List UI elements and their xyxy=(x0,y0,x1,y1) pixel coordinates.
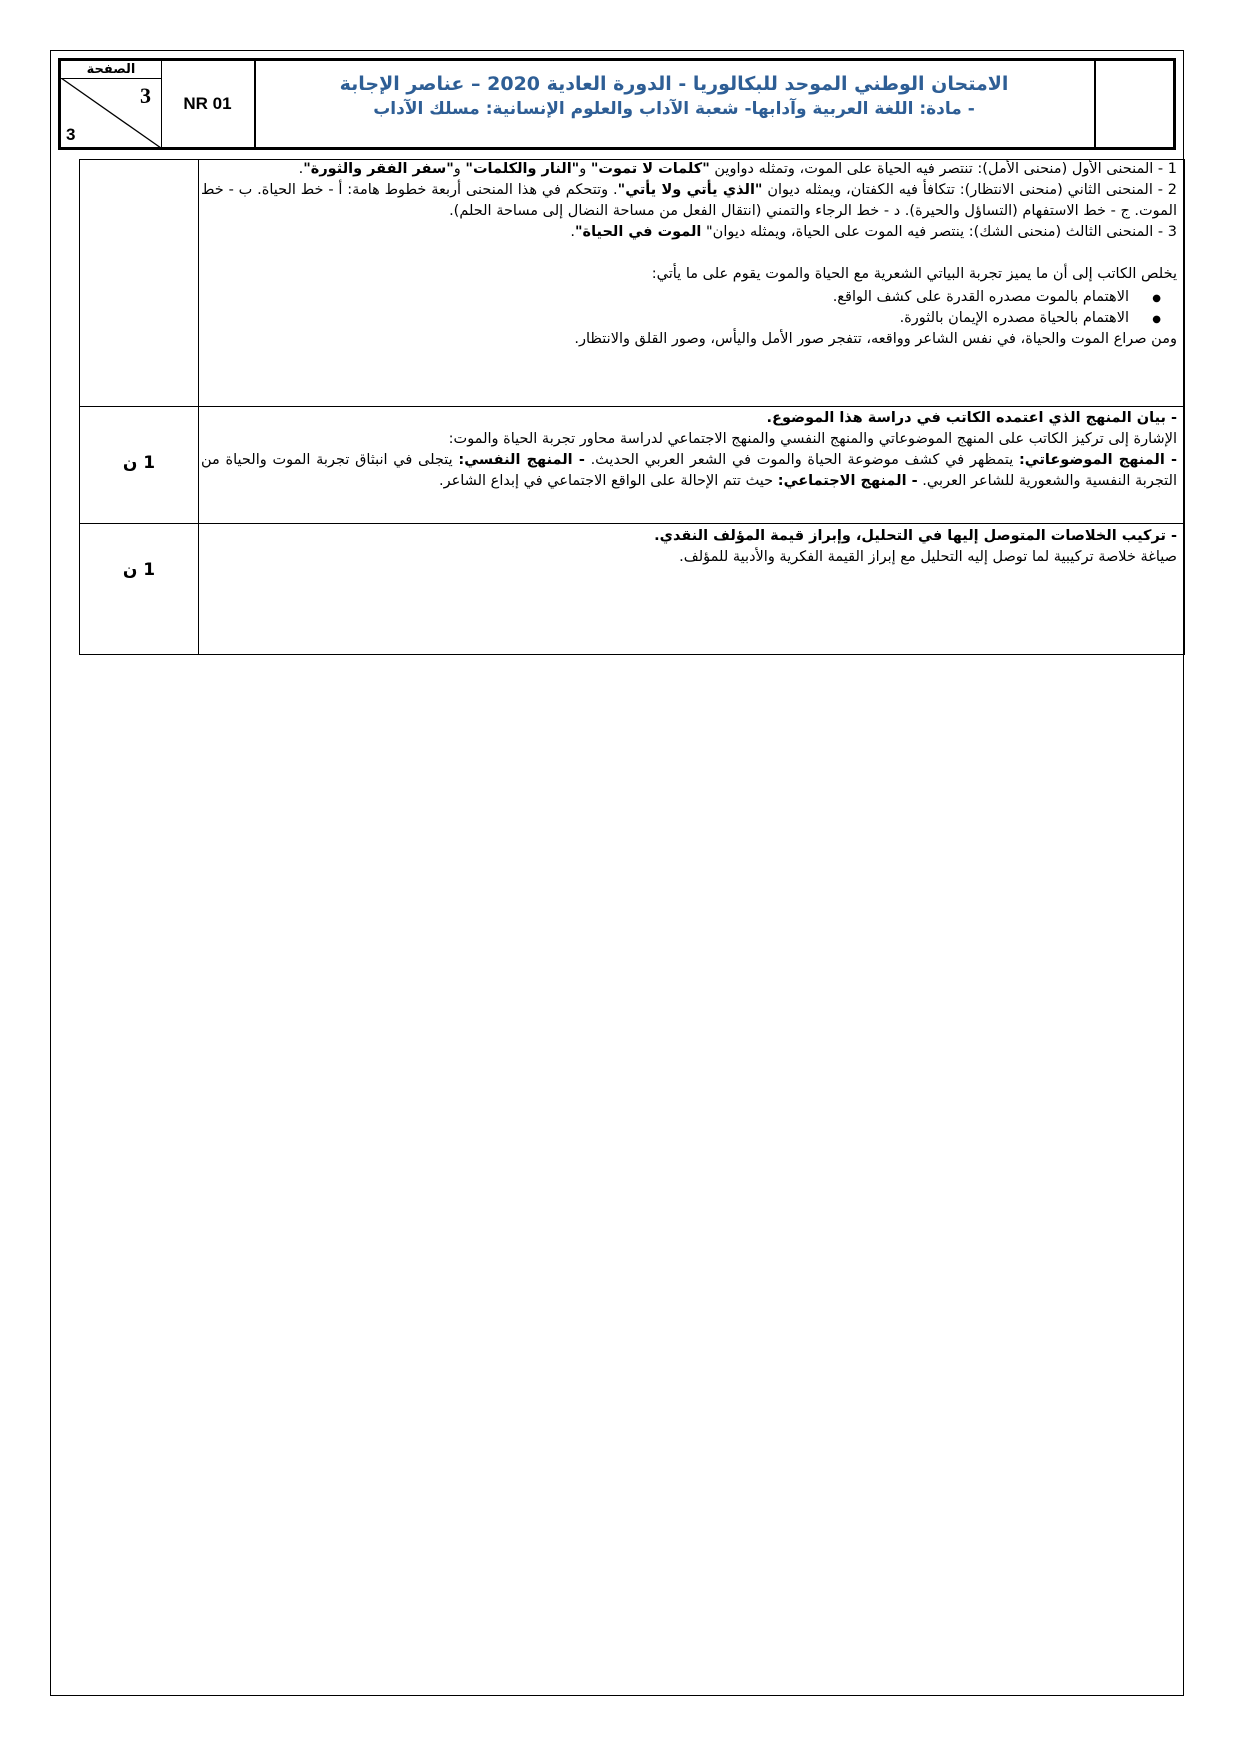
list-item: ● الاهتمام بالحياة مصدره الإيمان بالثورة. xyxy=(201,308,1129,329)
page-number-box xyxy=(61,61,162,147)
method-details: - المنهج الموضوعاتي: يتمظهر في كشف موضوعة الحياة والموت في الشعر العربي الحديث. - المنهج النفسي: يتجلى في انبثاق تجربة الموت والحياة من التجربة النفسية والشعورية للشاعر العربي. - المنهج الاجتماعي: حيث تتم الإحالة على الواقع الاجتماعي في إبداع الشاعر. xyxy=(201,452,1177,489)
method-heading: - بيان المنهج الذي اعتمده الكاتب في دراسة هذا الموضوع. xyxy=(766,410,1177,426)
row-synthesis xyxy=(201,526,1177,568)
synthesis-text: صياغة خلاصة تركيبية لما توصل إليه التحليل مع إبراز القيمة الفكرية والأدبية للمؤلف. xyxy=(679,549,1177,565)
curve-3: 3 - المنحنى الثالث (منحنى الشك): ينتصر فيه الموت على الحياة، ويمثله ديوان" الموت في الحياة". xyxy=(570,224,1177,240)
curve-1: 1 - المنحنى الأول (منحنى الأمل): تنتصر فيه الحياة على الموت، وتمثله دواوين "كلمات لا تموت" و"النار والكلمات" و"سفر الفقر والثورة". xyxy=(298,161,1177,177)
blank-cell xyxy=(1094,61,1173,147)
column-divider xyxy=(198,160,199,654)
exam-subject: - مادة: اللغة العربية وآدابها- شعبة الآداب والعلوم الإنسانية: مسلك الآداب xyxy=(373,99,975,119)
exam-code: NR 01 xyxy=(161,61,256,147)
list-item: ● الاهتمام بالموت مصدره القدرة على كشف الواقع. xyxy=(201,287,1129,308)
row-divider xyxy=(80,406,1184,407)
curve-2: 2 - المنحنى الثاني (منحنى الانتظار): تتكافأ فيه الكفتان، ويمثله ديوان "الذي يأتي ولا يأتي". وتتحكم في هذا المنحنى أربعة خطوط هامة: أ - خط الحياة. ب - خط الموت. ج - خط الاستفهام (التساؤل والحيرة). د - خط الرجاء والتمني (انتقال الفعل من مساحة النضال إلى مساحة الحلم). xyxy=(201,182,1178,219)
score-method: 1 ن xyxy=(122,453,156,473)
score-synthesis: 1 ن xyxy=(122,560,156,580)
method-intro: الإشارة إلى تركيز الكاتب على المنهج الموضوعاتي والمنهج النفسي والمنهج الاجتماعي لدراسة محاور تجربة الحياة والموت: xyxy=(448,431,1177,447)
answer-table xyxy=(79,159,1185,655)
row-divider xyxy=(80,523,1184,524)
total-pages: 3 xyxy=(66,125,76,144)
page-label: الصفحة xyxy=(61,61,161,79)
closing-text: ومن صراع الموت والحياة، في نفس الشاعر وواقعه، تتفجر صور الأمل واليأس، وصور القلق والانتظار. xyxy=(574,331,1177,347)
conclusion-text: يخلص الكاتب إلى أن ما يميز تجربة البياتي الشعرية مع الحياة والموت يقوم على ما يأتي: xyxy=(651,266,1177,282)
exam-title-box xyxy=(254,61,1096,147)
conclusion-list xyxy=(201,287,1177,329)
exam-title: الامتحان الوطني الموحد للبكالوريا - الدورة العادية 2020 – عناصر الإجابة xyxy=(339,73,1009,95)
current-page: 3 xyxy=(140,83,151,108)
exam-header xyxy=(58,58,1176,150)
synthesis-heading: - تركيب الخلاصات المتوصل إليها في التحليل، وإبراز قيمة المؤلف النقدي. xyxy=(654,528,1177,544)
row-curves xyxy=(201,159,1177,350)
row-method xyxy=(201,408,1177,492)
